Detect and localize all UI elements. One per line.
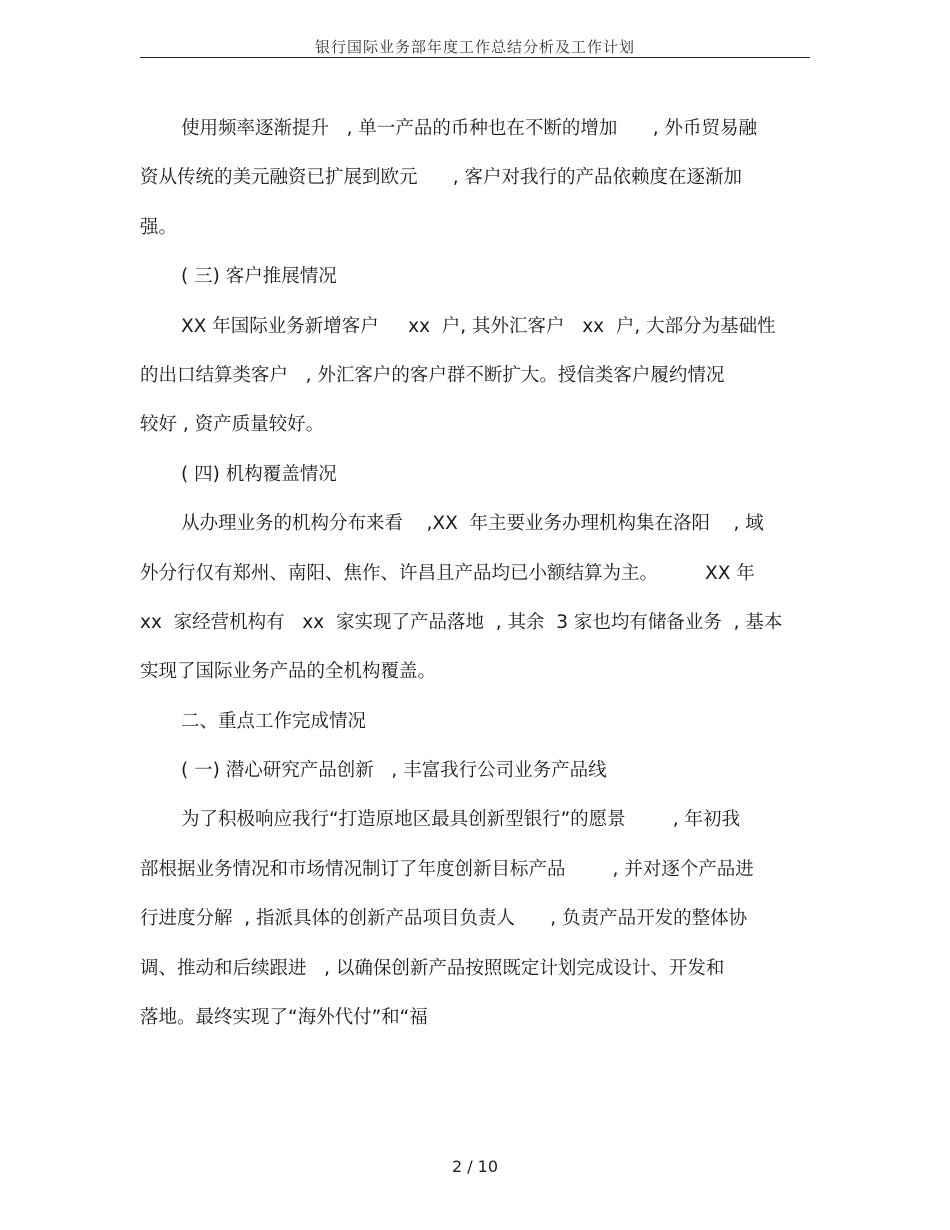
text-line: 实现了国际业务产品的全机构覆盖。 [140, 661, 437, 683]
text-line: xx 家经营机构有 xx 家实现了产品落地 , 其余 3 家也均有储备业务 , 基本 [140, 611, 783, 633]
text-line: 资从传统的美元融资已扩展到欧元 , 客户对我行的产品依赖度在逐渐加 [140, 167, 743, 189]
text-line: 行进度分解 , 指派具体的创新产品项目负责人 , 负责产品开发的整体协 [140, 908, 748, 930]
text-line: 落地。最终实现了“海外代付”和“福 [140, 1007, 428, 1029]
page-number: 2 / 10 [451, 1157, 499, 1176]
text-line: 使用频率逐渐提升 , 单一产品的币种也在不断的增加 , 外币贸易融 [181, 118, 757, 139]
text-line: ( 三) 客户推展情况 [181, 266, 337, 288]
text-line: 部根据业务情况和市场情况制订了年度创新目标产品 , 并对逐个产品进 [140, 858, 754, 880]
text-line: 调、推动和后续跟进 , 以确保创新产品按照既定计划完成设计、开发和 [140, 957, 725, 979]
text-line: 的出口结算类客户 , 外汇客户的客户群不断扩大。授信类客户履约情况 [140, 364, 725, 386]
page-header [140, 28, 810, 58]
text-line: 从办理业务的机构分布来看 ,XX 年主要业务办理机构集在洛阳 , 域 [181, 513, 764, 535]
text-line: 为了积极响应我行“打造原地区最具创新型银行”的愿景 , 年初我 [181, 809, 740, 831]
document-title: 银行国际业务部年度工作总结分析及工作计划 [314, 38, 635, 56]
document-body [140, 104, 812, 1042]
text-line: ( 一) 潜心研究产品创新 , 丰富我行公司业务产品线 [181, 760, 607, 782]
text-line: 外分行仅有郑州、南阳、焦作、许昌且产品均已小额结算为主。 XX 年 [140, 562, 755, 584]
text-line: XX 年国际业务新增客户 xx 户, 其外汇客户 xx 户, 大部分为基础性 [181, 315, 776, 337]
text-line: ( 四) 机构覆盖情况 [181, 463, 337, 485]
text-line: 较好 , 资产质量较好。 [140, 414, 325, 436]
text-line: 二、重点工作完成情况 [181, 710, 367, 732]
text-line: 强。 [140, 216, 178, 238]
